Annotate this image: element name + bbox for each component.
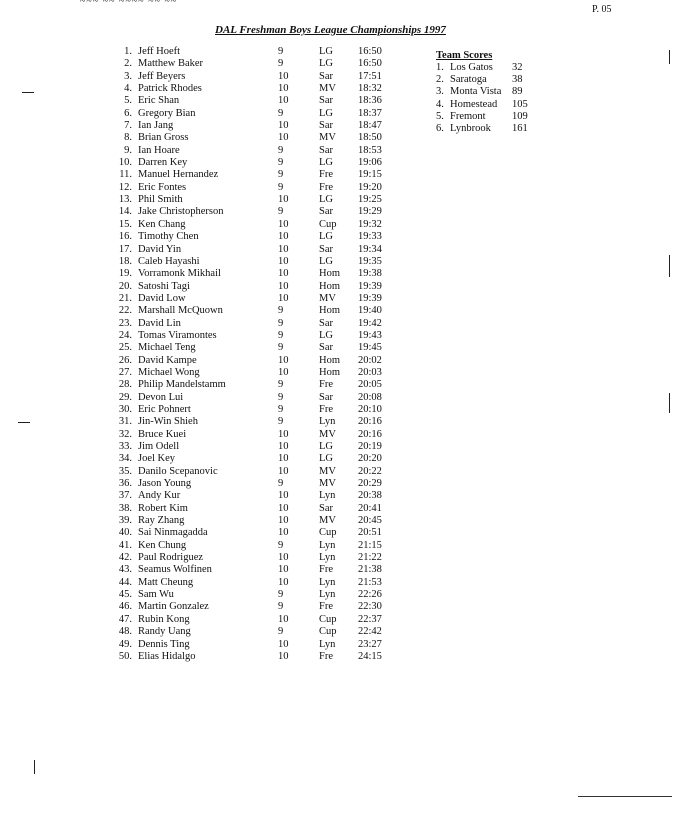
runner-name: Michael Teng xyxy=(138,342,196,354)
runner-team: LG xyxy=(319,231,333,243)
result-place: 29. xyxy=(118,391,132,403)
finish-time: 20:08 xyxy=(358,391,382,403)
team-rank: 1. xyxy=(436,62,444,73)
runner-grade: 10 xyxy=(278,243,289,255)
runner-team: Lyn xyxy=(319,576,336,588)
result-place: 13. xyxy=(118,194,132,206)
result-place: 1. xyxy=(124,46,132,57)
runner-team: Fre xyxy=(319,379,333,391)
result-place: 30. xyxy=(118,403,132,415)
team-name: Lynbrook xyxy=(450,122,491,134)
result-place: 17. xyxy=(118,243,132,255)
finish-time: 19:40 xyxy=(358,305,382,317)
finish-time: 18:32 xyxy=(358,83,382,95)
scan-mark xyxy=(22,92,34,93)
runner-grade: 10 xyxy=(278,194,289,206)
runner-grade: 10 xyxy=(278,650,289,662)
runner-grade: 9 xyxy=(278,169,284,181)
team-name: Monta Vista xyxy=(450,86,502,98)
runner-name: Jeff Hoeft xyxy=(138,46,181,57)
runner-team: Sar xyxy=(319,95,333,107)
runner-name: Eric Fontes xyxy=(138,181,187,193)
runner-grade: 10 xyxy=(278,120,289,132)
runner-grade: 9 xyxy=(278,58,284,70)
runner-name: Eric Shan xyxy=(138,95,180,107)
team-score: 161 xyxy=(512,122,528,134)
runner-team: Lyn xyxy=(319,490,336,502)
runner-grade: 9 xyxy=(278,601,284,613)
runner-grade: 10 xyxy=(278,231,289,243)
result-place: 5. xyxy=(124,95,132,107)
runner-team: LG xyxy=(319,46,333,57)
finish-time: 19:38 xyxy=(358,268,382,280)
runner-team: MV xyxy=(319,132,336,144)
team-score-row xyxy=(436,122,528,135)
runner-name: Danilo Scepanovic xyxy=(138,465,218,477)
team-name: Fremont xyxy=(450,110,486,122)
result-place: 20. xyxy=(118,280,132,292)
finish-time: 19:15 xyxy=(358,169,382,181)
result-place: 37. xyxy=(118,490,132,502)
runner-name: David Low xyxy=(138,292,186,304)
runner-team: MV xyxy=(319,515,336,527)
runner-name: Jake Christopherson xyxy=(138,206,224,218)
runner-name: Jason Young xyxy=(138,478,192,490)
runner-name: Marshall McQuown xyxy=(138,305,223,317)
finish-time: 20:16 xyxy=(358,428,382,440)
team-scores-panel xyxy=(436,50,528,135)
runner-grade: 10 xyxy=(278,515,289,527)
runner-name: Vorramonk Mikhail xyxy=(138,268,221,280)
runner-grade: 9 xyxy=(278,391,284,403)
finish-time: 19:25 xyxy=(358,194,382,206)
runner-grade: 10 xyxy=(278,255,289,267)
team-name: Los Gatos xyxy=(450,62,493,73)
runner-team: LG xyxy=(319,255,333,267)
runner-team: MV xyxy=(319,428,336,440)
runner-name: Patrick Rhodes xyxy=(138,83,202,95)
runner-name: Sam Wu xyxy=(138,589,174,601)
runner-name: Randy Uang xyxy=(138,626,191,638)
runner-team: MV xyxy=(319,83,336,95)
finish-time: 16:50 xyxy=(358,58,382,70)
runner-grade: 9 xyxy=(278,379,284,391)
scan-mark xyxy=(669,393,670,413)
fax-header-line: ~~~ ~~ ~~~~ ~~ ~~ xyxy=(80,0,178,7)
finish-time: 18:53 xyxy=(358,144,382,156)
finish-time: 22:30 xyxy=(358,601,382,613)
runner-grade: 10 xyxy=(278,502,289,514)
runner-grade: 10 xyxy=(278,441,289,452)
finish-time: 19:20 xyxy=(358,181,382,193)
runner-grade: 9 xyxy=(278,157,284,169)
runner-team: Lyn xyxy=(319,539,336,551)
runner-team: Hom xyxy=(319,305,340,317)
finish-time: 20:03 xyxy=(358,366,382,378)
team-score-row xyxy=(436,74,523,86)
runner-team: Lyn xyxy=(319,552,336,564)
result-place: 12. xyxy=(118,181,132,193)
team-rank: 4. xyxy=(436,98,444,110)
runner-name: Ken Chang xyxy=(138,218,186,230)
runner-grade: 10 xyxy=(278,465,289,477)
runner-grade: 9 xyxy=(278,329,284,341)
runner-grade: 9 xyxy=(278,107,284,119)
result-place: 15. xyxy=(118,218,132,230)
runner-team: Hom xyxy=(319,354,340,366)
result-place: 27. xyxy=(118,366,132,378)
result-place: 7. xyxy=(124,120,132,132)
runner-team: MV xyxy=(319,465,336,477)
result-place: 39. xyxy=(118,515,132,527)
result-place: 47. xyxy=(118,613,132,625)
runner-name: David Lin xyxy=(138,317,181,329)
result-place: 19. xyxy=(118,268,132,280)
scan-mark xyxy=(669,255,670,277)
team-score-row xyxy=(436,98,528,111)
team-score-row xyxy=(436,110,528,123)
runner-name: Michael Wong xyxy=(138,366,200,378)
finish-time: 16:50 xyxy=(358,46,382,57)
runner-name: Jin-Win Shieh xyxy=(138,416,198,428)
finish-time: 23:27 xyxy=(358,638,382,650)
runner-team: Fre xyxy=(319,564,333,576)
runner-name: Elias Hidalgo xyxy=(138,650,196,662)
runner-grade: 10 xyxy=(278,218,289,230)
runner-name: Robert Kim xyxy=(138,502,188,514)
runner-grade: 10 xyxy=(278,428,289,440)
runner-team: LG xyxy=(319,58,333,70)
result-place: 46. xyxy=(118,601,132,613)
result-place: 9. xyxy=(124,144,132,156)
runner-grade: 9 xyxy=(278,403,284,415)
runner-name: Tomas Viramontes xyxy=(138,329,217,341)
result-place: 16. xyxy=(118,231,132,243)
finish-time: 19:43 xyxy=(358,329,382,341)
runner-name: Manuel Hernandez xyxy=(138,169,219,181)
team-name: Saratoga xyxy=(450,74,487,86)
runner-grade: 9 xyxy=(278,181,284,193)
runner-team: Cup xyxy=(319,613,337,625)
team-score-row xyxy=(436,62,523,74)
result-place: 2. xyxy=(124,58,132,70)
team-name: Homestead xyxy=(450,98,498,110)
runner-grade: 9 xyxy=(278,46,284,57)
runner-grade: 10 xyxy=(278,490,289,502)
result-place: 44. xyxy=(118,576,132,588)
runner-team: Hom xyxy=(319,268,340,280)
finish-time: 22:26 xyxy=(358,589,382,601)
result-place: 25. xyxy=(118,342,132,354)
runner-grade: 10 xyxy=(278,576,289,588)
runner-grade: 9 xyxy=(278,342,284,354)
result-place: 45. xyxy=(118,589,132,601)
team-score: 32 xyxy=(512,62,523,73)
runner-team: Cup xyxy=(319,218,337,230)
result-place: 32. xyxy=(118,428,132,440)
runner-team: LG xyxy=(319,194,333,206)
runner-grade: 10 xyxy=(278,268,289,280)
result-place: 4. xyxy=(124,83,132,95)
runner-grade: 9 xyxy=(278,144,284,156)
runner-name: Joel Key xyxy=(138,453,176,465)
team-score-row xyxy=(436,86,523,98)
result-place: 24. xyxy=(118,329,132,341)
runner-name: Paul Rodriguez xyxy=(138,552,204,564)
finish-time: 19:29 xyxy=(358,206,382,218)
runner-team: LG xyxy=(319,329,333,341)
runner-grade: 9 xyxy=(278,317,284,329)
runner-team: Sar xyxy=(319,502,333,514)
result-place: 40. xyxy=(118,527,132,539)
runner-team: LG xyxy=(319,453,333,465)
finish-time: 21:22 xyxy=(358,552,382,564)
runner-grade: 10 xyxy=(278,70,289,82)
runner-grade: 9 xyxy=(278,305,284,317)
finish-time: 21:15 xyxy=(358,539,382,551)
finish-time: 20:22 xyxy=(358,465,382,477)
runner-team: Fre xyxy=(319,181,333,193)
runner-team: Sar xyxy=(319,243,333,255)
runner-team: MV xyxy=(319,292,336,304)
runner-name: Philip Mandelstamm xyxy=(138,379,226,391)
runner-name: David Kampe xyxy=(138,354,197,366)
runner-name: Jim Odell xyxy=(138,441,180,452)
runner-grade: 10 xyxy=(278,366,289,378)
result-place: 21. xyxy=(118,292,132,304)
finish-time: 22:37 xyxy=(358,613,382,625)
runner-team: Cup xyxy=(319,527,337,539)
runner-team: Cup xyxy=(319,626,337,638)
finish-time: 20:45 xyxy=(358,515,382,527)
finish-time: 20:20 xyxy=(358,453,382,465)
result-place: 48. xyxy=(118,626,132,638)
finish-time: 19:06 xyxy=(358,157,382,169)
runner-name: Gregory Bian xyxy=(138,107,196,119)
runner-team: Sar xyxy=(319,342,333,354)
runner-grade: 10 xyxy=(278,638,289,650)
team-score: 109 xyxy=(512,110,528,122)
runner-name: Bruce Kuei xyxy=(138,428,187,440)
result-place: 10. xyxy=(118,157,132,169)
finish-time: 21:53 xyxy=(358,576,382,588)
finish-time: 19:45 xyxy=(358,342,382,354)
finish-time: 19:39 xyxy=(358,280,382,292)
runner-name: Ray Zhang xyxy=(138,515,185,527)
finish-time: 19:34 xyxy=(358,243,382,255)
finish-time: 21:38 xyxy=(358,564,382,576)
runner-grade: 10 xyxy=(278,564,289,576)
team-scores-title: Team Scores xyxy=(436,50,493,61)
runner-grade: 10 xyxy=(278,453,289,465)
runner-name: David Yin xyxy=(138,243,182,255)
runner-team: Lyn xyxy=(319,589,336,601)
finish-time: 24:15 xyxy=(358,650,382,662)
result-place: 26. xyxy=(118,354,132,366)
team-score: 89 xyxy=(512,86,523,98)
team-score: 38 xyxy=(512,74,523,86)
runner-name: Rubin Kong xyxy=(138,613,190,625)
result-place: 42. xyxy=(118,552,132,564)
result-place: 36. xyxy=(118,478,132,490)
runner-team: Hom xyxy=(319,280,340,292)
runner-name: Seamus Wolfinen xyxy=(138,564,212,576)
result-place: 23. xyxy=(118,317,132,329)
runner-name: Caleb Hayashi xyxy=(138,255,200,267)
runner-name: Eric Pohnert xyxy=(138,403,191,415)
finish-time: 19:39 xyxy=(358,292,382,304)
result-place: 18. xyxy=(118,255,132,267)
runner-name: Ian Jang xyxy=(138,120,174,132)
finish-time: 19:35 xyxy=(358,255,382,267)
runner-grade: 10 xyxy=(278,613,289,625)
team-rank: 6. xyxy=(436,122,444,134)
runner-grade: 10 xyxy=(278,292,289,304)
runner-name: Darren Key xyxy=(138,157,188,169)
scan-line xyxy=(578,796,672,797)
runner-name: Jeff Beyers xyxy=(138,70,186,82)
team-rank: 3. xyxy=(436,86,444,98)
result-place: 50. xyxy=(118,650,132,662)
result-place: 43. xyxy=(118,564,132,576)
runner-grade: 9 xyxy=(278,589,284,601)
finish-time: 18:37 xyxy=(358,107,382,119)
runner-team: LG xyxy=(319,441,333,452)
page-number: P. 05 xyxy=(592,4,612,15)
runner-team: Fre xyxy=(319,601,333,613)
result-place: 6. xyxy=(124,107,132,119)
runner-name: Ian Hoare xyxy=(138,144,180,156)
runner-grade: 10 xyxy=(278,95,289,107)
result-place: 28. xyxy=(118,379,132,391)
runner-team: Sar xyxy=(319,144,333,156)
runner-name: Matthew Baker xyxy=(138,58,204,70)
finish-time: 22:42 xyxy=(358,626,382,638)
runner-name: Brian Gross xyxy=(138,132,189,144)
result-place: 31. xyxy=(118,416,132,428)
team-score: 105 xyxy=(512,98,528,110)
scan-mark xyxy=(669,50,670,64)
result-place: 41. xyxy=(118,539,132,551)
runner-team: Fre xyxy=(319,650,333,662)
finish-time: 19:33 xyxy=(358,231,382,243)
team-rank: 2. xyxy=(436,74,444,86)
runner-grade: 10 xyxy=(278,83,289,95)
runner-team: Lyn xyxy=(319,638,336,650)
runner-name: Dennis Ting xyxy=(138,638,190,650)
finish-time: 17:51 xyxy=(358,70,382,82)
runner-name: Phil Smith xyxy=(138,194,183,206)
finish-time: 19:32 xyxy=(358,218,382,230)
finish-time: 20:41 xyxy=(358,502,382,514)
runner-name: Timothy Chen xyxy=(138,231,199,243)
result-place: 38. xyxy=(118,502,132,514)
scan-mark xyxy=(18,422,30,423)
finish-time: 18:36 xyxy=(358,95,382,107)
runner-grade: 9 xyxy=(278,478,284,490)
runner-name: Ken Chung xyxy=(138,539,187,551)
runner-team: Sar xyxy=(319,317,333,329)
result-place: 35. xyxy=(118,465,132,477)
result-place: 8. xyxy=(124,132,132,144)
runner-team: Sar xyxy=(319,120,333,132)
finish-time: 20:10 xyxy=(358,403,382,415)
finish-time: 20:02 xyxy=(358,354,382,366)
runner-grade: 9 xyxy=(278,206,284,218)
runner-name: Sai Ninmagadda xyxy=(138,527,208,539)
result-place: 11. xyxy=(119,169,132,181)
result-place: 34. xyxy=(118,453,132,465)
finish-time: 20:38 xyxy=(358,490,382,502)
result-place: 33. xyxy=(118,441,132,452)
runner-team: Lyn xyxy=(319,416,336,428)
runner-grade: 9 xyxy=(278,416,284,428)
finish-time: 20:16 xyxy=(358,416,382,428)
finish-time: 20:05 xyxy=(358,379,382,391)
runner-grade: 10 xyxy=(278,552,289,564)
team-rank: 5. xyxy=(436,110,444,122)
result-place: 14. xyxy=(118,206,132,218)
scan-mark xyxy=(34,760,35,774)
runner-team: Sar xyxy=(319,391,333,403)
runner-team: LG xyxy=(319,157,333,169)
runner-grade: 9 xyxy=(278,539,284,551)
finish-time: 20:29 xyxy=(358,478,382,490)
runner-team: Fre xyxy=(319,169,333,181)
runner-grade: 10 xyxy=(278,354,289,366)
runner-name: Martin Gonzalez xyxy=(138,601,209,613)
finish-time: 18:47 xyxy=(358,120,382,132)
result-place: 49. xyxy=(118,638,132,650)
runner-team: LG xyxy=(319,107,333,119)
runner-name: Andy Kur xyxy=(138,490,181,502)
runner-grade: 9 xyxy=(278,626,284,638)
runner-name: Matt Cheung xyxy=(138,576,194,588)
runner-grade: 10 xyxy=(278,280,289,292)
runner-name: Devon Lui xyxy=(138,391,184,403)
finish-time: 18:50 xyxy=(358,132,382,144)
result-place: 3. xyxy=(124,70,132,82)
finish-time: 19:42 xyxy=(358,317,382,329)
runner-team: Hom xyxy=(319,366,340,378)
page-title: DAL Freshman Boys League Championships 1997 xyxy=(215,24,446,36)
runner-name: Satoshi Tagi xyxy=(138,280,190,292)
result-place: 22. xyxy=(118,305,132,317)
runner-team: Sar xyxy=(319,70,333,82)
runner-grade: 10 xyxy=(278,527,289,539)
runner-team: MV xyxy=(319,478,336,490)
finish-time: 20:19 xyxy=(358,441,382,452)
runner-team: Fre xyxy=(319,403,333,415)
team-scores-list xyxy=(436,62,528,135)
runner-team: Sar xyxy=(319,206,333,218)
runner-grade: 10 xyxy=(278,132,289,144)
finish-time: 20:51 xyxy=(358,527,382,539)
